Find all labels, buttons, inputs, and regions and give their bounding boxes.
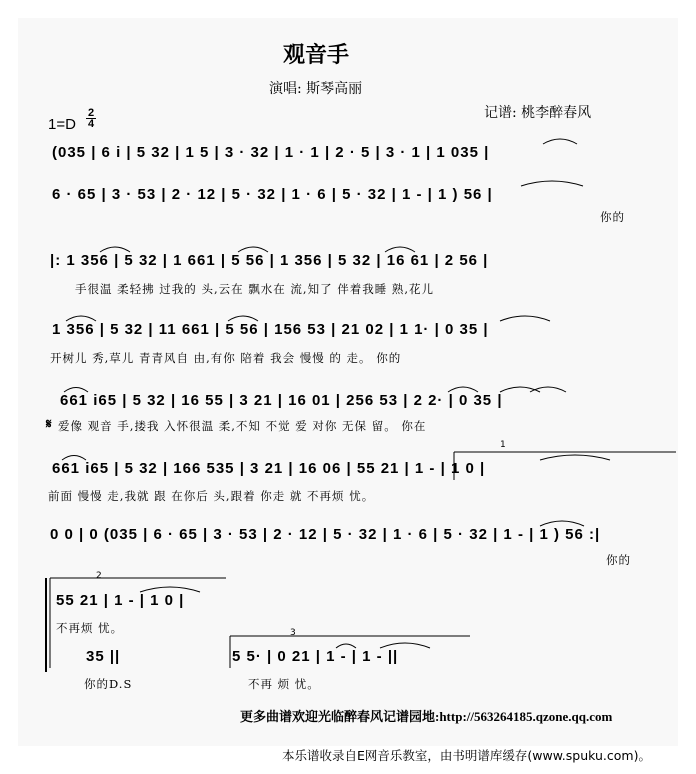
ending-2-notation: 55 21 | 1 - | 1 0 | bbox=[56, 592, 185, 609]
notation-row-4: 1 356 | 5 32 | 11 661 | 5 56 | 156 53 | 21 02 | 1 1· | 0 35 | bbox=[52, 321, 489, 338]
segno-sign: 𝄋 bbox=[46, 417, 52, 432]
notation-row-3: |: 1 356 | 5 32 | 1 661 | 5 56 | 1 356 | 5 32 | 16 61 | 2 56 | bbox=[50, 252, 489, 269]
coda-left-lyrics: 你的D.S bbox=[84, 677, 133, 691]
footer-credit: 本乐谱收录自E网音乐教室，由书明谱库缓存(www.spuku.com)。 bbox=[282, 748, 651, 763]
slur bbox=[66, 316, 96, 321]
slur bbox=[140, 587, 200, 592]
notation-row-1: (035 | 6 i | 5 32 | 1 5 | 3 · 32 | 1 · 1 | 2 · 5 | 3 · 1 | 1 035 | bbox=[52, 144, 490, 161]
slur bbox=[543, 139, 577, 144]
notation-row-7: 0 0 | 0 (035 | 6 · 65 | 3 · 53 | 2 · 12 | 5 · 32 | 1 · 6 | 5 · 32 | 1 - | 1 ) 56 :| bbox=[50, 526, 601, 543]
slur bbox=[521, 181, 583, 186]
singer-credit: 演唱: 斯琴高丽 bbox=[269, 81, 363, 97]
slur bbox=[530, 387, 566, 392]
notation-row-2: 6 · 65 | 3 · 53 | 2 · 12 | 5 · 32 | 1 · 6 | 5 · 32 | 1 - | 1 ) 56 | bbox=[52, 186, 493, 203]
coda-right-notation: 5 5· | 0 21 | 1 - | 1 - || bbox=[232, 648, 399, 665]
lyrics-row-7: 你的 bbox=[606, 553, 631, 567]
notation-row-5: 661 i65 | 5 32 | 16 55 | 3 21 | 16 01 | 256 53 | 2 2· | 0 35 | bbox=[60, 392, 503, 409]
time-denominator: 4 bbox=[87, 118, 95, 130]
key-signature: 1=D bbox=[48, 116, 76, 133]
slur bbox=[500, 316, 550, 321]
slur bbox=[448, 387, 478, 392]
slur bbox=[336, 644, 356, 648]
slur bbox=[100, 247, 130, 252]
slur bbox=[540, 455, 610, 460]
slur bbox=[64, 388, 88, 393]
ending-2-mark: 2 bbox=[96, 571, 102, 581]
lyrics-row-4: 开树儿 秀,草儿 青青风自 由,有你 陪着 我会 慢慢 的 走。 你的 bbox=[50, 351, 402, 365]
lyrics-row-5: 爱像 观音 手,搂我 入怀很温 柔,不知 不觉 爱 对你 无保 留。 你在 bbox=[58, 419, 427, 433]
lyrics-row-6: 前面 慢慢 走,我就 跟 在你后 头,跟着 你走 就 不再烦 忧。 bbox=[48, 489, 375, 503]
ending-3-mark: 3 bbox=[290, 628, 296, 638]
slur bbox=[540, 521, 584, 526]
lyrics-row-2: 你的 bbox=[600, 210, 625, 224]
promo-line: 更多曲谱欢迎光临醉春风记谱园地:http://563264185.qzone.qq.com bbox=[240, 709, 613, 724]
lyrics-row-3: 手很温 柔轻拂 过我的 头,云在 飘水在 流,知了 伴着我睡 熟,花儿 bbox=[75, 282, 435, 296]
transcriber-credit: 记谱: 桃李醉春风 bbox=[484, 105, 592, 121]
coda-right-lyrics: 不再 烦 忧。 bbox=[248, 677, 320, 691]
ending-1-mark: 1 bbox=[500, 440, 506, 450]
slur bbox=[228, 316, 258, 321]
slur bbox=[385, 247, 415, 252]
coda-left-notation: 35 || bbox=[86, 648, 121, 665]
notation-row-6: 661 i65 | 5 32 | 166 535 | 3 21 | 16 06 | 55 21 | 1 - | 1 0 | bbox=[52, 460, 486, 477]
time-numerator: 2 bbox=[87, 107, 95, 119]
slur bbox=[238, 247, 268, 252]
song-title: 观音手 bbox=[283, 42, 350, 68]
slur bbox=[62, 456, 86, 461]
ending-2-lyrics: 不再烦 忧。 bbox=[56, 621, 124, 635]
slur bbox=[380, 643, 430, 648]
